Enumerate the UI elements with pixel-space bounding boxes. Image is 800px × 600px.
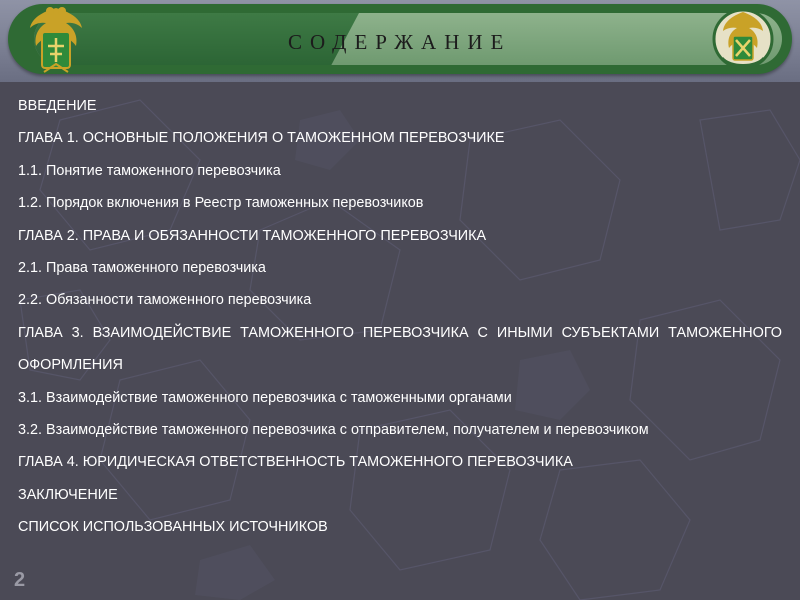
toc-item-section-1-1: 1.1. Понятие таможенного перевозчика <box>18 162 281 179</box>
toc-item-conclusion: ЗАКЛЮЧЕНИЕ <box>18 486 118 503</box>
toc-item-chapter-1: ГЛАВА 1. ОСНОВНЫЕ ПОЛОЖЕНИЯ О ТАМОЖЕННОМ ПЕРЕВОЗЧИКЕ <box>18 130 505 147</box>
page-number: 2 <box>14 569 26 591</box>
toc-item-chapter-3: ГЛАВА 3. ВЗАИМОДЕЙСТВИЕ ТАМОЖЕННОГО ПЕРЕВОЗЧИКА С ИНЫМИ СУБЪЕКТАМИ ТАМОЖЕННОГО ОФОРМЛЕНИЯ <box>18 324 782 374</box>
toc-item-section-2-1: 2.1. Права таможенного перевозчика <box>18 260 266 277</box>
toc-item-section-1-2: 1.2. Порядок включения в Реестр таможенных перевозчиков <box>18 195 424 212</box>
table-of-contents <box>18 90 782 544</box>
customs-emblem-icon <box>712 2 774 76</box>
toc-item-section-3-1: 3.1. Взаимодействие таможенного перевозчика с таможенными органами <box>18 389 512 406</box>
page-title: СОДЕРЖАНИЕ <box>288 30 512 54</box>
toc-item-introduction: ВВЕДЕНИЕ <box>18 98 97 114</box>
toc-item-chapter-4: ГЛАВА 4. ЮРИДИЧЕСКАЯ ОТВЕТСТВЕННОСТЬ ТАМОЖЕННОГО ПЕРЕВОЗЧИКА <box>18 454 573 471</box>
toc-item-references: СПИСОК ИСПОЛЬЗОВАННЫХ ИСТОЧНИКОВ <box>18 519 328 536</box>
toc-item-section-2-2: 2.2. Обязанности таможенного перевозчика <box>18 292 312 309</box>
toc-item-chapter-2: ГЛАВА 2. ПРАВА И ОБЯЗАННОСТИ ТАМОЖЕННОГО ПЕРЕВОЗЧИКА <box>18 227 487 244</box>
customs-emblem-icon <box>24 2 88 78</box>
toc-item-section-3-2: 3.2. Взаимодействие таможенного перевозчика с отправителем, получателем и перевозчиком <box>18 422 649 439</box>
